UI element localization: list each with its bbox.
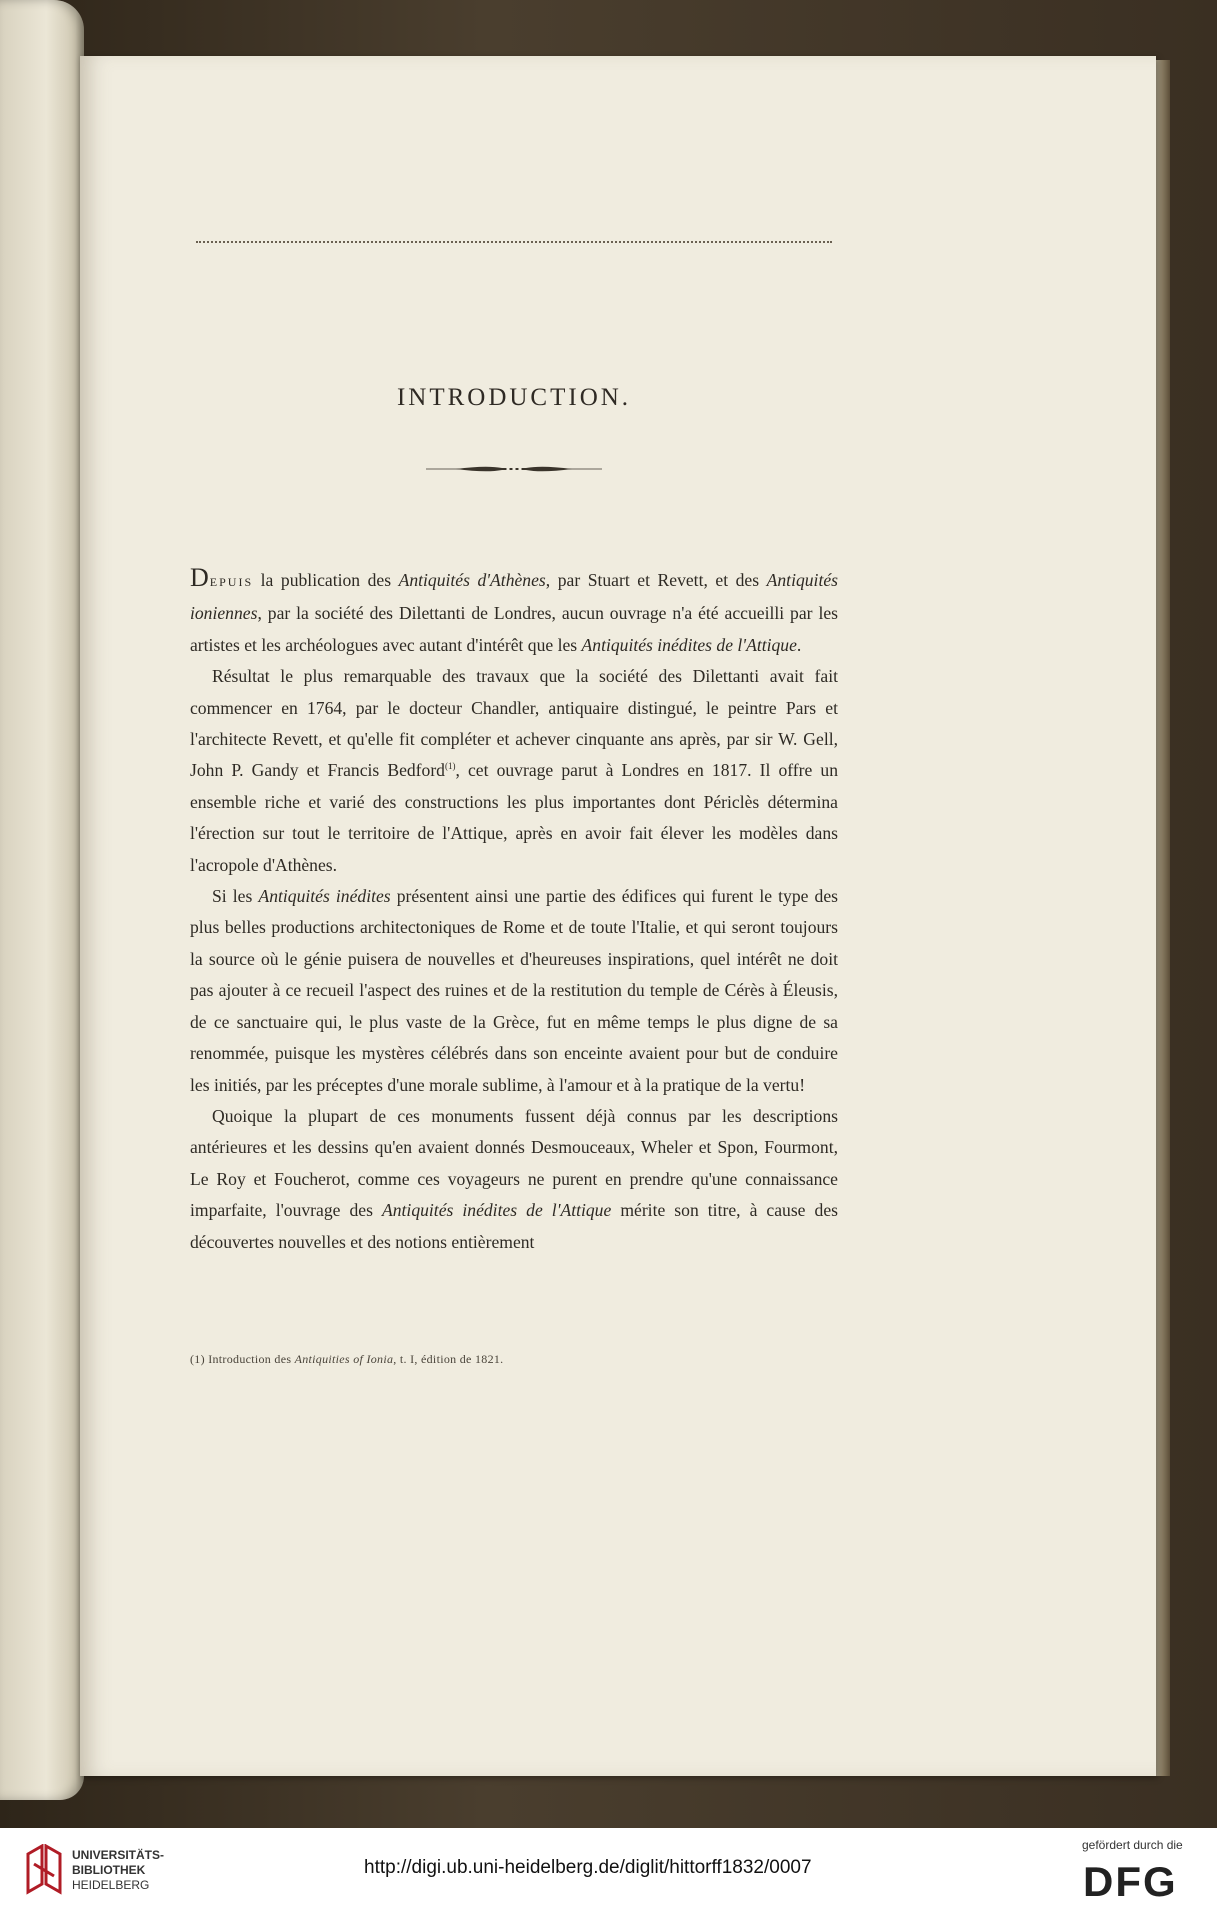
italic-title: Antiquités ioniennes — [190, 570, 838, 624]
facing-page-edge — [0, 0, 84, 1800]
text-run: mérite son titre, à cause des découvertes nouvelles et des notions entièrement — [190, 1200, 838, 1252]
viewer-footer — [0, 1828, 1217, 1913]
text-run: , t. I, édition de 1821. — [393, 1352, 504, 1366]
text-run: Résultat le plus remarquable des travaux que la société des Dilettanti avait fait commencer en 1764, par le docteur Chandler, antiquaire distingué, le peintre Pars et l'architecte Revett, et qu'elle fit compléter et achever cinquante ans après, par sir W. Gell, John P. Gandy et Francis Bedford — [190, 666, 838, 781]
drop-cap: D — [190, 563, 210, 592]
small-caps-word: EPUIS — [209, 575, 254, 589]
body-text — [190, 562, 838, 1258]
italic-title: Antiquities of Ionia — [294, 1352, 394, 1366]
dotted-header-rule — [196, 241, 832, 243]
paragraph-1 — [190, 562, 838, 661]
text-run: la publication des — [253, 570, 399, 590]
page-title: INTRODUCTION. — [396, 384, 632, 411]
footnote-reference: (1) — [444, 761, 456, 772]
text-run: , cet ouvrage parut à Londres en 1817. Il offre un ensemble riche et varié des constructions les plus importantes dont Périclès détermina l'érection sur tout le territoire de l'Attique, après en avoir fait élever les modèles dans l'acropole d'Athènes. — [190, 760, 838, 875]
university-name-line: HEIDELBERG — [72, 1878, 150, 1892]
dfg-logo[interactable]: DFG — [1083, 1858, 1178, 1905]
paragraph-3 — [190, 881, 838, 1101]
paragraph-2 — [190, 661, 838, 881]
text-run: , par la société des Dilettanti de Londres, aucun ouvrage n'a été accueilli par les artistes et les archéologues avec autant d'intérêt que les — [190, 603, 838, 655]
ornament-divider — [426, 463, 602, 475]
italic-title: Antiquités inédites de l'Attique — [581, 634, 797, 655]
text-run: Quoique la plupart de ces monuments fussent déjà connus par les descriptions antérieures et les dessins qu'en avaient donnés Desmouceaux, Wheler et Spon, Fourmont, Le Roy et Foucherot, comme ces voyageurs ne purent en prendre qu'une connaissance imparfaite, l'ouvrage des — [190, 1105, 838, 1221]
text-run: , par Stuart et Revett, et des — [545, 570, 767, 590]
university-name-line: BIBLIOTHEK — [72, 1863, 146, 1877]
text-run: (1) Introduction des — [190, 1352, 295, 1366]
italic-title: Antiquités d'Athènes — [398, 570, 546, 590]
footnote — [190, 1352, 838, 1367]
paragraph-4 — [190, 1101, 838, 1258]
sponsor-text: gefördert durch die — [1082, 1838, 1183, 1852]
italic-title: Antiquités inédites de l'Attique — [382, 1200, 612, 1221]
text-run: présentent ainsi une partie des édifices qui furent le type des plus belles productions architectoniques de Rome et de toute l'Italie, et qui seront toujours la source où le génie puisera de nouvelles et d'heureuses inspirations, quel intérêt ne doit pas ajouter à ce recueil l'aspect des ruines et de la restitution du temple de Cérès à Éleusis, de ce sanctuaire qui, le plus vaste de la Grèce, fut en même temps le plus digne de sa renommée, puisque les mystères célébrés dans son enceinte avaient pour but de conduire les initiés, par les préceptes d'une morale sublime, à l'amour et à la pratique de la vertu! — [190, 886, 838, 1095]
university-library-logo-icon[interactable] — [24, 1844, 64, 1896]
italic-title: Antiquités inédites — [258, 886, 391, 907]
permalink-url[interactable]: http://digi.ub.uni-heidelberg.de/diglit/hittorff1832/0007 — [364, 1857, 812, 1878]
university-name-line: UNIVERSITÄTS- — [72, 1848, 165, 1862]
text-run: Si les — [212, 886, 259, 907]
university-name[interactable] — [72, 1848, 164, 1893]
text-run: . — [796, 634, 802, 655]
